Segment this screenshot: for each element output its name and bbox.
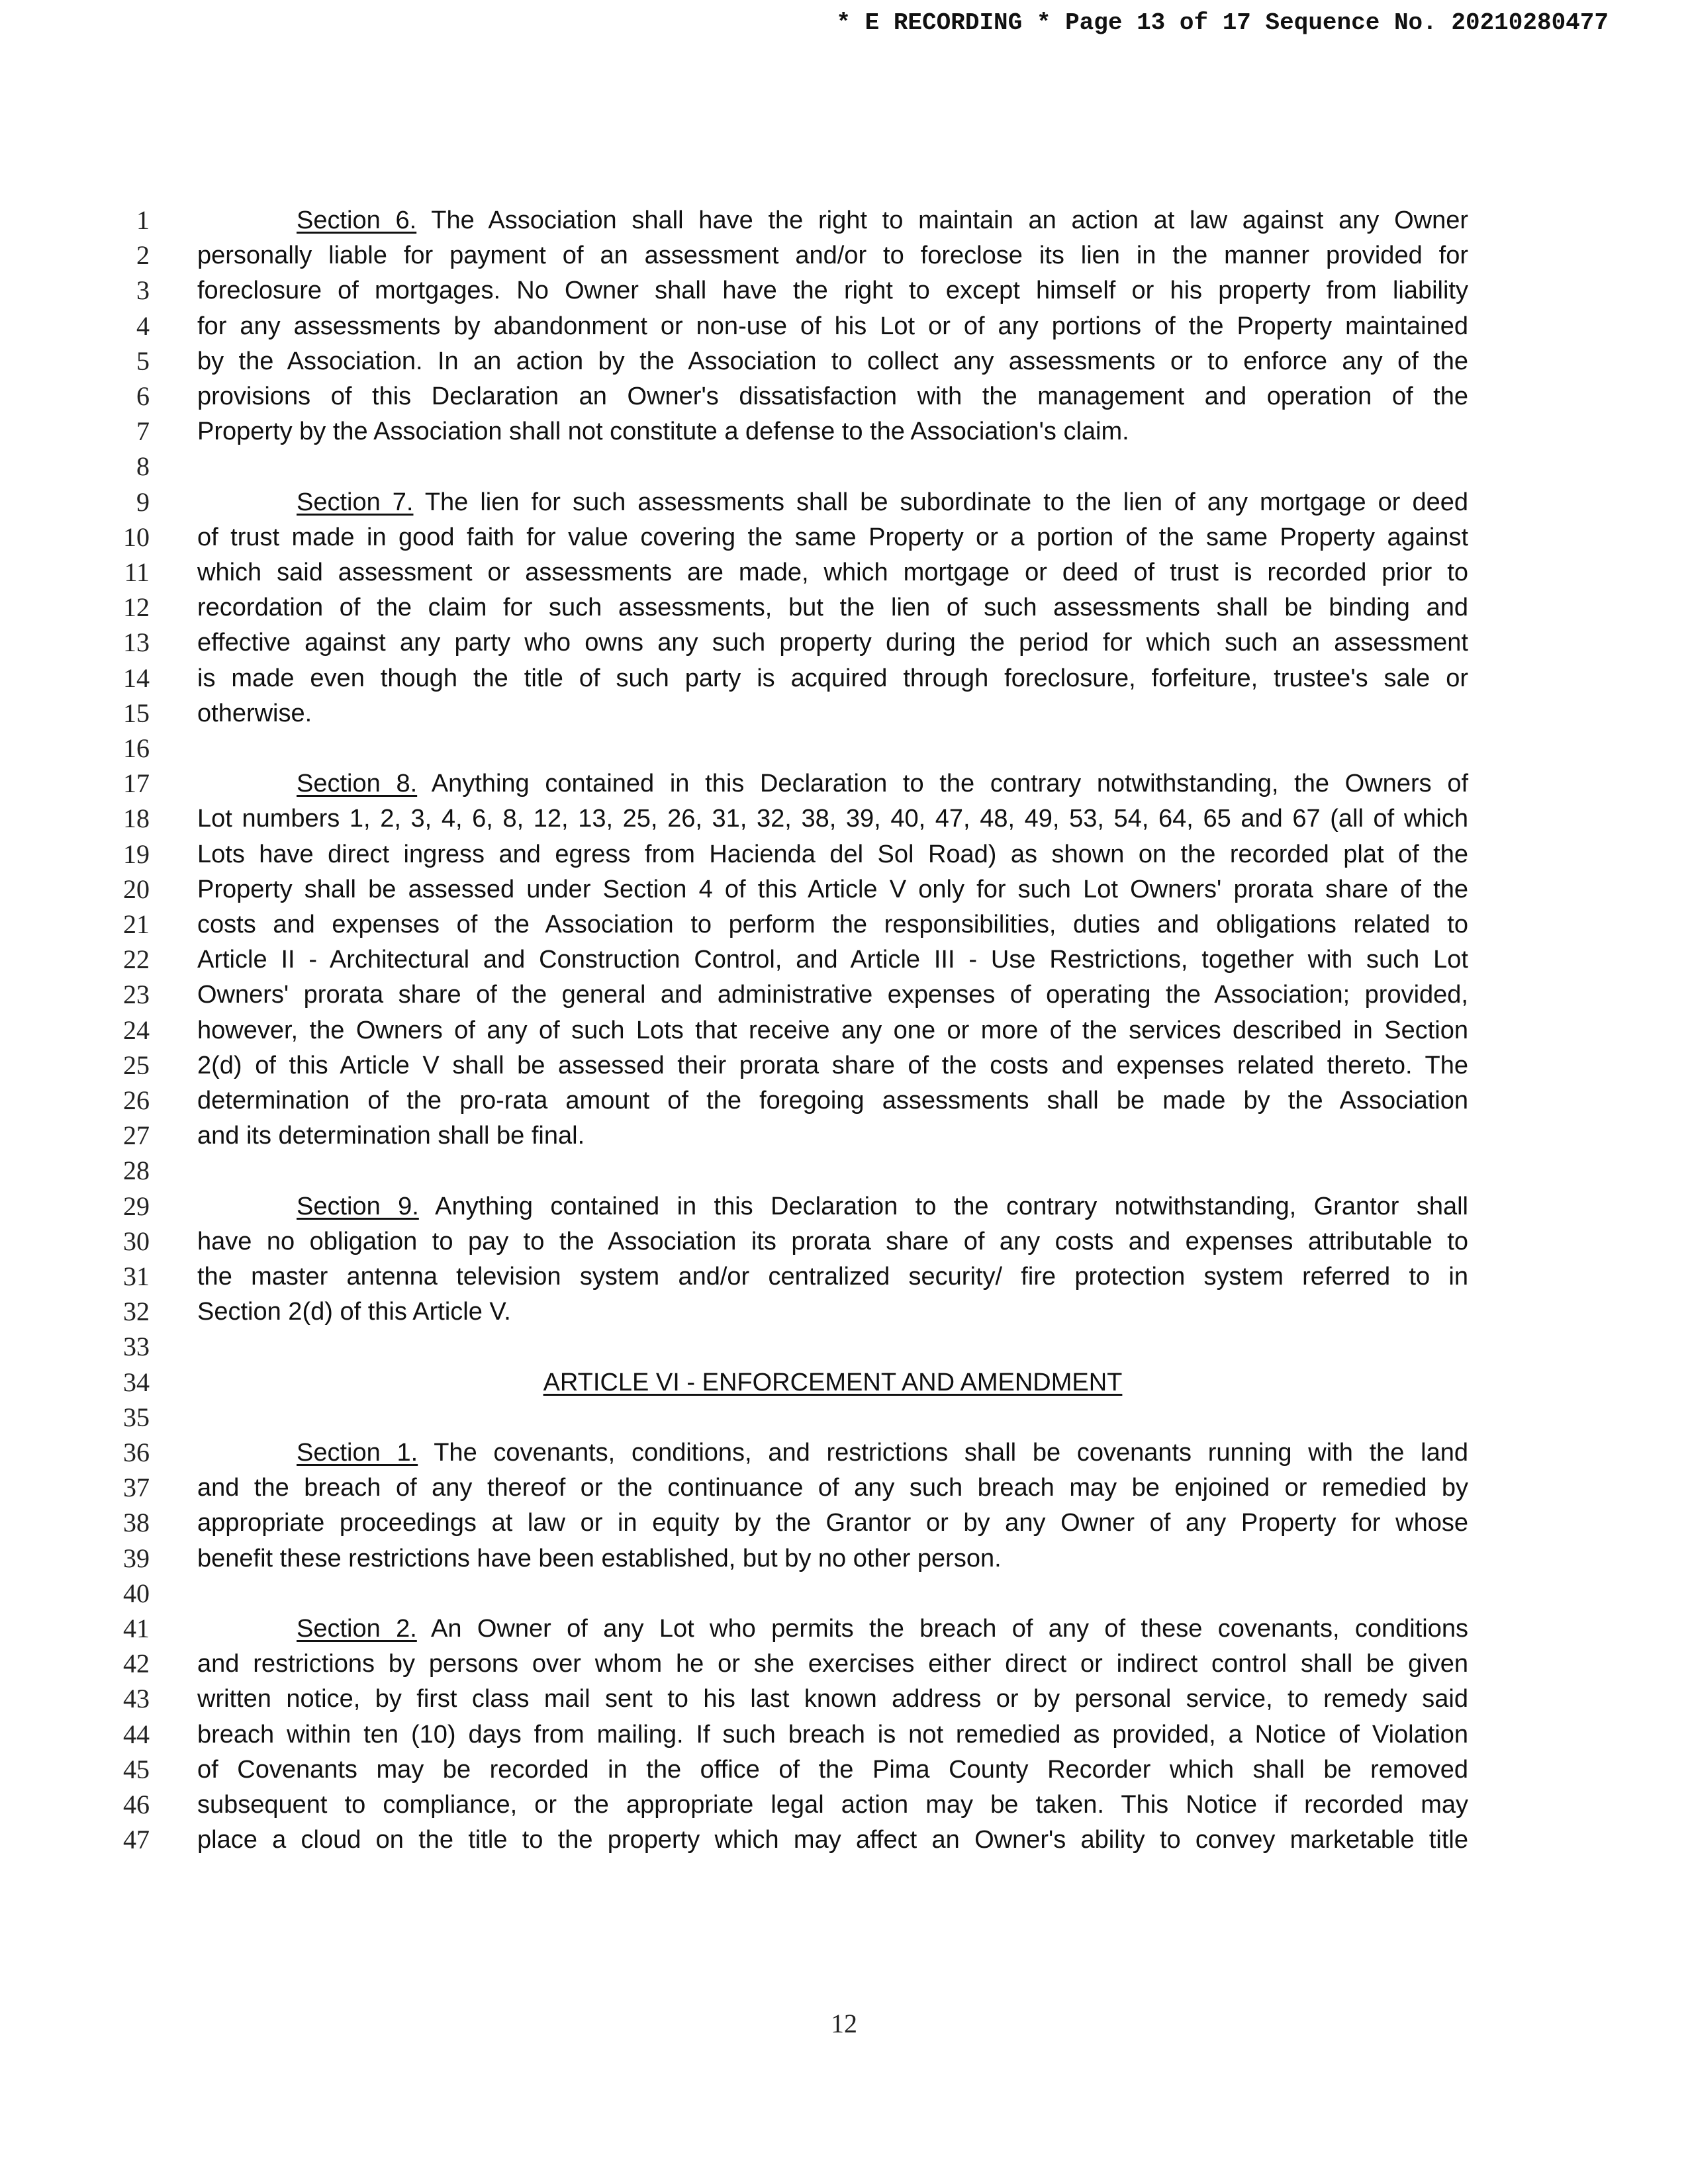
document-line [0,800,1688,837]
line-text: The covenants, conditions, and restrictions shall be covenants running with the land [418,1439,1468,1467]
line-number: 40 [123,1578,150,1608]
line-number: 7 [136,416,150,447]
line-text: benefit these restrictions have been established, but by no other person. [197,1544,1002,1572]
line-text: by the Association. In an action by the Association to collect any assessments or to enforce any of the [197,347,1468,375]
line-number: 39 [123,1543,150,1573]
line-text: which said assessment or assessments are made, which mortgage or deed of trust is recorded prior to [197,559,1468,586]
document-line [0,413,1688,450]
line-number: 4 [136,310,150,341]
line-number: 6 [136,381,150,411]
line-number: 13 [123,627,150,658]
line-text: provisions of this Declaration an Owner's dissatisfaction with the management and operation of the [197,383,1468,410]
document-line [0,1364,1688,1401]
line-number: 43 [123,1684,150,1714]
document-line [0,871,1688,908]
line-text: of trust made in good faith for value covering the same Property or a portion of the same Property against [197,523,1468,551]
line-text: and the breach of any thereof or the continuance of any such breach may be enjoined or remedied by [197,1474,1468,1502]
section-label: Section 8. [297,770,418,798]
line-text: Anything contained in this Declaration to the contrary notwithstanding, Grantor shall [418,1192,1468,1220]
line-number: 18 [123,803,150,834]
line-text: otherwise. [197,699,312,727]
document-line [0,730,1688,767]
line-text: however, the Owners of any of such Lots that receive any one or more of the services described in Section [197,1016,1468,1044]
line-number: 25 [123,1050,150,1080]
document-line [0,836,1688,873]
document-line [0,976,1688,1013]
document-line [0,554,1688,591]
line-text: An Owner of any Lot who permits the breach of any of these covenants, conditions [416,1615,1468,1643]
section-first-line [197,484,1468,521]
line-number: 32 [123,1297,150,1327]
line-number: 22 [123,944,150,975]
page-number: 12 [831,2009,857,2038]
section-label: Section 7. [297,488,414,516]
section-label: Section 1. [297,1439,418,1467]
line-number: 12 [123,592,150,623]
document-line [0,1188,1688,1225]
document-line [0,1716,1688,1753]
line-number: 15 [123,698,150,728]
section-first-line [197,1188,1468,1225]
document-line [0,765,1688,802]
line-number: 3 [136,275,150,306]
line-text: and its determination shall be final. [197,1122,585,1150]
line-text: place a cloud on the title to the property which may affect an Owner's ability to convey marketable title [197,1826,1468,1854]
document-line [0,308,1688,345]
line-number: 36 [123,1437,150,1467]
document-line [0,624,1688,661]
document-line [0,1293,1688,1330]
document-line [0,1645,1688,1682]
document-line [0,272,1688,309]
line-number: 33 [123,1332,150,1362]
line-number: 28 [123,1156,150,1186]
section-first-line [197,202,1468,239]
document-line [0,695,1688,732]
section-first-line [197,1610,1468,1647]
document-line [0,343,1688,380]
document-line [0,1504,1688,1541]
document-line [0,941,1688,978]
document-line [0,378,1688,415]
document-line [0,1012,1688,1049]
line-number: 35 [123,1402,150,1432]
line-text: Article II - Architectural and Construction Control, and Article III - Use Restrictions, together with such Lot [197,946,1468,974]
line-number: 31 [123,1261,150,1291]
document-line [0,1751,1688,1788]
document-line [0,1258,1688,1295]
article-heading [197,1364,1468,1401]
line-text: written notice, by first class mail sent to his last known address or by personal service, to remedy said [197,1685,1468,1713]
section-first-line [197,1434,1468,1471]
line-number: 30 [123,1226,150,1256]
line-text: and restrictions by persons over whom he or she exercises either direct or indirect control shall be given [197,1650,1468,1678]
line-number: 24 [123,1015,150,1045]
document-line [0,1047,1688,1084]
document-line [0,660,1688,697]
line-text: breach within ten (10) days from mailing. If such breach is not remedied as provided, a Notice of Violation [197,1720,1468,1749]
document-line [0,1469,1688,1506]
line-text: have no obligation to pay to the Association its prorata share of any costs and expenses attributable to [197,1227,1468,1255]
document-line [0,237,1688,274]
line-text: Property by the Association shall not constitute a defense to the Association's claim. [197,418,1129,446]
line-number: 38 [123,1508,150,1538]
line-number: 11 [124,557,150,587]
line-number: 20 [123,874,150,904]
line-text: The Association shall have the right to maintain an action at law against any Owner [416,206,1468,234]
line-number: 37 [123,1473,150,1503]
line-number: 9 [136,486,150,517]
section-label: Section 9. [297,1192,419,1220]
document-line [0,1328,1688,1365]
section-label: Section 2. [297,1615,417,1643]
line-number: 16 [123,733,150,763]
document-line [0,448,1688,485]
line-number: 1 [136,205,150,235]
line-number: 44 [123,1719,150,1749]
document-line [0,1540,1688,1577]
line-text: is made even though the title of such party is acquired through foreclosure, forfeiture, trustee's sale or [197,664,1468,692]
line-number: 26 [123,1085,150,1115]
line-text: costs and expenses of the Association to perform the responsibilities, duties and obligations related to [197,911,1468,938]
document-line [0,519,1688,556]
line-number: 41 [123,1614,150,1643]
document-line [0,589,1688,626]
document-line [0,1786,1688,1823]
line-number: 2 [136,240,150,271]
line-text: subsequent to compliance, or the appropriate legal action may be taken. This Notice if recorded may [197,1791,1468,1819]
line-number: 34 [123,1367,150,1397]
line-number: 5 [136,345,150,376]
line-text: recordation of the claim for such assessments, but the lien of such assessments shall be binding and [197,594,1468,622]
line-number: 45 [123,1754,150,1784]
document-line [0,1680,1688,1717]
line-number: 42 [123,1649,150,1679]
document-line [0,1082,1688,1119]
document-line [0,1610,1688,1647]
recording-header: * E RECORDING * Page 13 of 17 Sequence No. 20210280477 [836,9,1609,36]
document-line [0,1434,1688,1471]
line-number: 29 [123,1191,150,1221]
section-first-line [197,765,1468,802]
line-text: personally liable for payment of an assessment and/or to foreclose its lien in the manner provided for [197,242,1468,270]
line-text: Lot numbers 1, 2, 3, 4, 6, 8, 12, 13, 25, 26, 31, 32, 38, 39, 40, 47, 48, 49, 53, 54, 64, 65 and 67 (all of which [197,805,1468,833]
document-line [0,202,1688,239]
document-line [0,1399,1688,1436]
line-text: effective against any party who owns any such property during the period for which such an assessment [197,629,1468,657]
line-text: Anything contained in this Declaration to the contrary notwithstanding, the Owners of [417,770,1469,798]
line-number: 10 [123,522,150,552]
line-number: 47 [123,1825,150,1855]
section-label: Section 6. [297,206,417,234]
line-number: 21 [123,909,150,939]
article-heading-text: ARTICLE VI - ENFORCEMENT AND AMENDMENT [543,1368,1123,1396]
document-line [0,1575,1688,1612]
line-text: 2(d) of this Article V shall be assessed their prorata share of the costs and expenses related thereto. The [197,1051,1468,1079]
line-number: 8 [136,451,150,482]
document-line [0,1821,1688,1858]
line-number: 46 [123,1790,150,1819]
document-line [0,1223,1688,1260]
line-text: determination of the pro-rata amount of the foregoing assessments shall be made by the Association [197,1087,1468,1115]
document-line [0,484,1688,521]
line-number: 27 [123,1120,150,1151]
document-line [0,906,1688,943]
line-text: of Covenants may be recorded in the office of the Pima County Recorder which shall be removed [197,1755,1468,1784]
line-text: Owners' prorata share of the general and administrative expenses of operating the Association; provided, [197,981,1468,1009]
line-number: 23 [123,979,150,1010]
line-text: Property shall be assessed under Section 4 of this Article V only for such Lot Owners' prorata share of the [197,875,1468,903]
line-text: Lots have direct ingress and egress from Hacienda del Sol Road) as shown on the recorded plat of the [197,840,1468,868]
line-number: 17 [123,768,150,799]
line-text: The lien for such assessments shall be subordinate to the lien of any mortgage or deed [413,488,1468,516]
line-number: 19 [123,839,150,869]
line-text: appropriate proceedings at law or in equity by the Grantor or by any Owner of any Property for whose [197,1509,1468,1537]
line-text: the master antenna television system and/or centralized security/ fire protection system referred to in [197,1263,1468,1291]
line-text: Section 2(d) of this Article V. [197,1298,511,1326]
line-number: 14 [123,662,150,693]
document-line [0,1152,1688,1189]
document-line [0,1117,1688,1154]
line-text: for any assessments by abandonment or non-use of his Lot or of any portions of the Property maintained [197,312,1468,340]
line-text: foreclosure of mortgages. No Owner shall have the right to except himself or his property from liability [197,277,1468,305]
